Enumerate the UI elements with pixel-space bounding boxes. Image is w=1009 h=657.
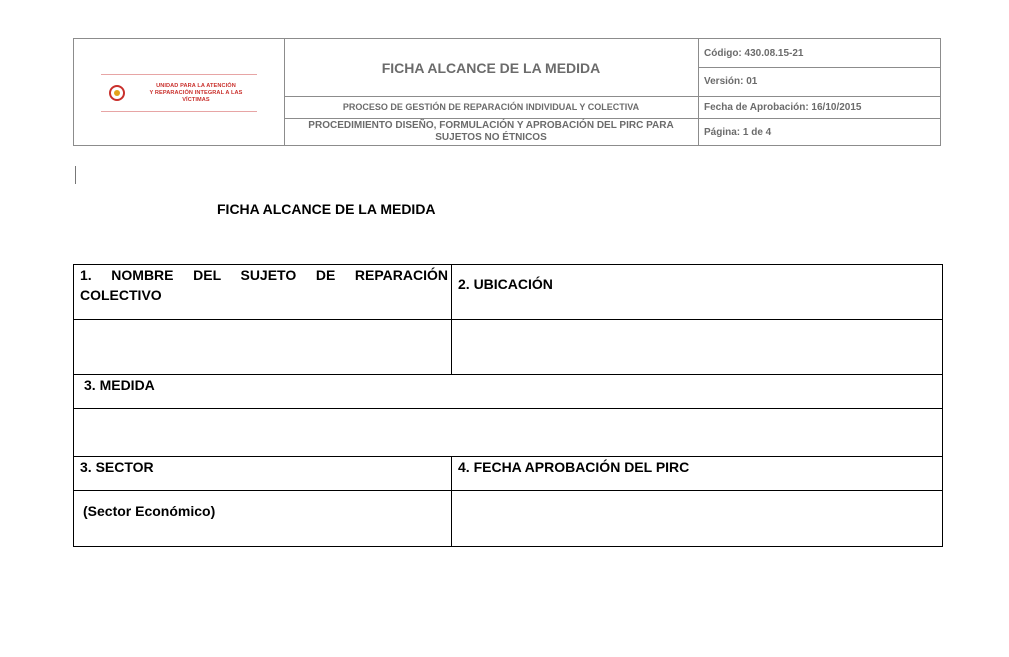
pirc-date-field[interactable] bbox=[451, 490, 943, 547]
subject-name-label: 1. NOMBRE DEL SUJETO DE REPARACIÓN COLECTIVO bbox=[80, 267, 448, 303]
logo-text-line1: UNIDAD PARA LA ATENCIÓN bbox=[156, 82, 236, 89]
measure-field[interactable] bbox=[73, 408, 943, 457]
text-cursor bbox=[75, 166, 76, 184]
sector-header-cell bbox=[73, 456, 452, 491]
location-header-cell bbox=[451, 264, 943, 320]
document-version: Versión: 01 bbox=[704, 76, 758, 87]
subject-name-header-cell bbox=[73, 264, 452, 320]
document-header bbox=[73, 38, 941, 146]
logo-text bbox=[135, 83, 257, 104]
sector-label: 3. SECTOR bbox=[80, 459, 154, 475]
document-title: FICHA ALCANCE DE LA MEDIDA bbox=[217, 201, 436, 217]
sector-field[interactable] bbox=[73, 490, 452, 547]
procedure-name: PROCEDIMIENTO DISEÑO, FORMULACIÓN Y APROBACIÓN DEL PIRC PARA SUJETOS NO ÉTNICOS bbox=[308, 120, 674, 143]
measure-form bbox=[73, 264, 943, 547]
document-code: Código: 430.08.15-21 bbox=[704, 47, 804, 59]
pirc-date-label: 4. FECHA APROBACIÓN DEL PIRC bbox=[458, 459, 690, 475]
sector-hint: (Sector Económico) bbox=[83, 503, 216, 519]
location-label: 2. UBICACIÓN bbox=[458, 276, 553, 292]
seal-icon bbox=[109, 85, 125, 101]
measure-header-cell bbox=[73, 374, 943, 409]
logo-cell bbox=[74, 39, 284, 145]
location-field[interactable] bbox=[451, 319, 943, 375]
pirc-date-header-cell bbox=[451, 456, 943, 491]
institution-logo bbox=[101, 74, 257, 112]
header-title: FICHA ALCANCE DE LA MEDIDA bbox=[381, 59, 601, 76]
process-name: PROCESO DE GESTIÓN DE REPARACIÓN INDIVIDUAL Y COLECTIVA bbox=[342, 102, 640, 112]
subject-name-field[interactable] bbox=[73, 319, 452, 375]
logo-text-line2: Y REPARACIÓN INTEGRAL A LAS VÍCTIMAS bbox=[149, 89, 243, 103]
page-number: Página: 1 de 4 bbox=[704, 126, 772, 138]
approval-date: Fecha de Aprobación: 16/10/2015 bbox=[704, 101, 862, 113]
measure-label: 3. MEDIDA bbox=[84, 377, 155, 393]
